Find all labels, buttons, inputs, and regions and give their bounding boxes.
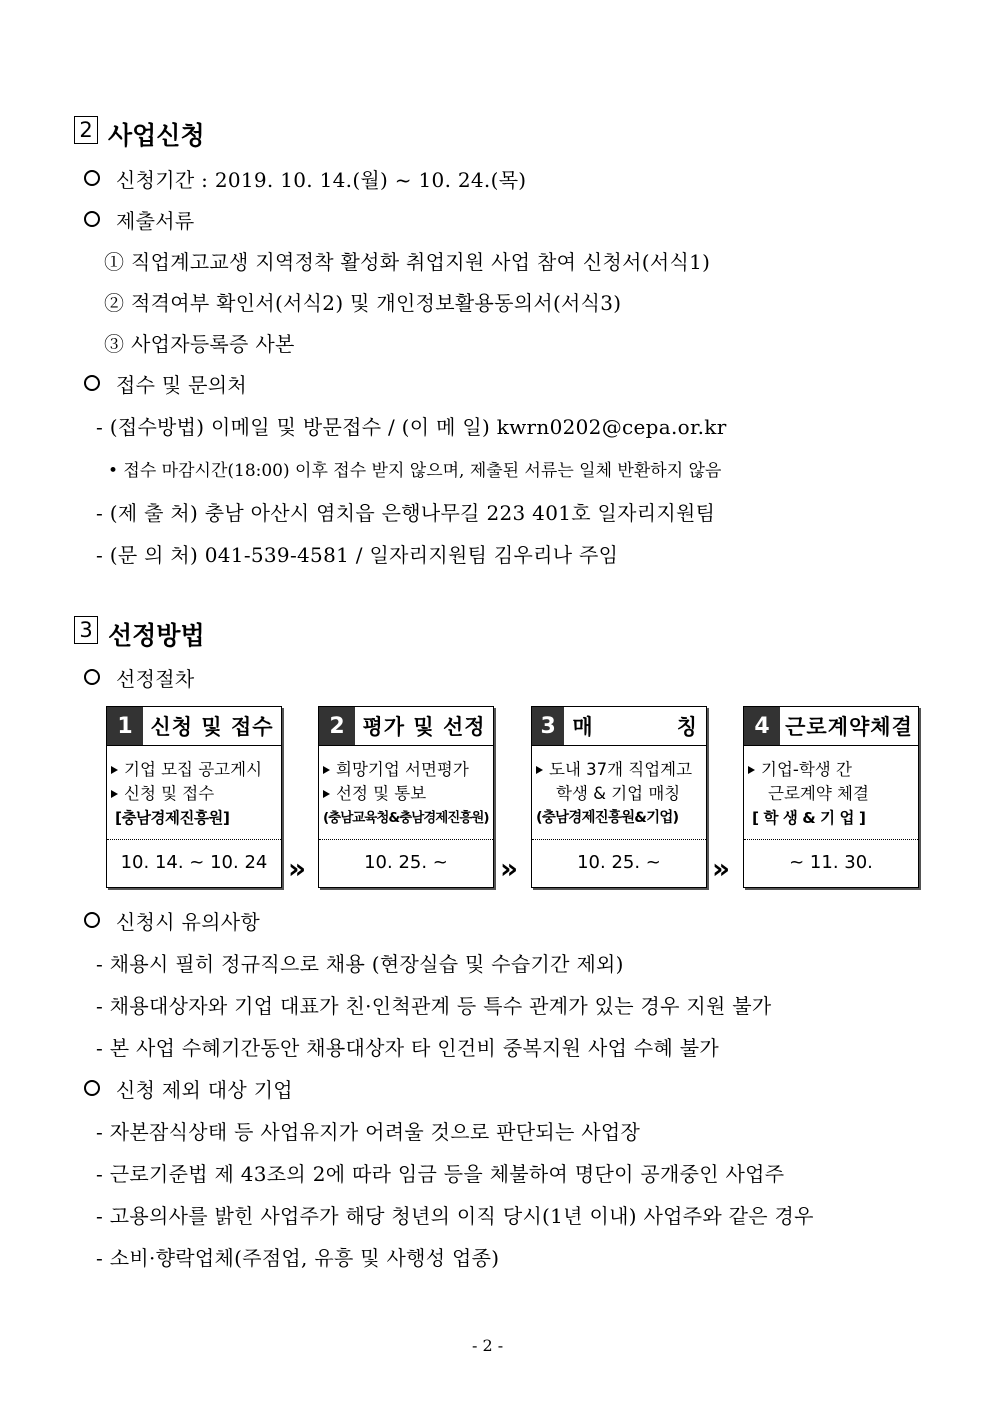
step-org: (충남경제진흥원&기업) — [536, 810, 679, 826]
period-text: 신청기간 : 2019. 10. 14.(월) ~ 10. 24.(목) — [116, 168, 527, 192]
step-item: 기업 모집 공고게시 — [111, 758, 281, 782]
doc-item-1: ① 직업계고교생 지역정착 활성화 취업지원 사업 참여 신청서(서식1) — [104, 250, 711, 274]
triangle-bullet-icon — [323, 766, 330, 774]
arrow-right-icon: » — [500, 852, 519, 885]
caution-item: - 채용시 필히 정규직으로 채용 (현장실습 및 수습기간 제외) — [96, 952, 624, 976]
caution-item: - 채용대상자와 기업 대표가 친·인척관계 등 특수 관계가 있는 경우 지원 불가 — [96, 994, 772, 1018]
page-number: - 2 - — [472, 1336, 504, 1355]
exclude-item: - 고용의사를 밝힌 사업주가 해당 청년의 이직 당시(1년 이내) 사업주와 같은 경우 — [96, 1204, 814, 1228]
step-item: 근로계약 체결 — [768, 784, 869, 803]
step-org: [ 학 생 & 기 업 ] — [752, 809, 866, 827]
section-3-title — [74, 616, 205, 652]
step-number: 1 — [107, 707, 143, 745]
section-2-number: 2 — [74, 116, 98, 144]
docs-heading: 제출서류 — [84, 205, 194, 234]
caution-item: - 본 사업 수혜기간동안 채용대상자 타 인건비 중복지원 사업 수혜 불가 — [96, 1036, 719, 1060]
exclude-item: - 소비·향락업체(주점업, 유흥 및 사행성 업종) — [96, 1246, 500, 1270]
step-4-box — [743, 706, 919, 888]
step-org: (충남교육청&충남경제진흥원) — [323, 810, 489, 826]
step-number: 3 — [532, 707, 564, 745]
arrow-right-icon: » — [288, 852, 307, 885]
step-title: 매 칭 — [572, 715, 698, 739]
contact-heading: 접수 및 문의처 — [84, 369, 247, 398]
step-title: 평가 및 선정 — [362, 715, 486, 739]
step-item: 희망기업 서면평가 — [323, 758, 493, 782]
step-date: 10. 14. ~ 10. 24 — [120, 851, 268, 873]
triangle-bullet-icon — [536, 766, 543, 774]
doc-item-2: ② 적격여부 확인서(서식2) 및 개인정보활용동의서(서식3) — [104, 291, 622, 315]
triangle-bullet-icon — [111, 790, 118, 798]
exclude-item: - 근로기준법 제 43조의 2에 따라 임금 등을 체불하여 명단이 공개중인 사업주 — [96, 1162, 785, 1186]
step-item: 학생 & 기업 매칭 — [556, 784, 681, 803]
circle-bullet-icon — [84, 375, 100, 391]
circle-bullet-icon — [84, 170, 100, 186]
step-date: 10. 25. ~ — [364, 851, 448, 873]
circle-bullet-icon — [84, 1080, 100, 1096]
step-number: 2 — [319, 707, 355, 745]
step-number: 4 — [744, 707, 780, 745]
step-2-box — [318, 706, 494, 888]
circle-bullet-icon — [84, 669, 100, 685]
period-line — [84, 164, 526, 193]
step-item: 선정 및 통보 — [323, 782, 493, 806]
step-date: ~ 11. 30. — [789, 851, 873, 873]
step-title: 신청 및 접수 — [150, 715, 274, 739]
step-item: 기업-학생 간 — [748, 758, 918, 782]
contact-phone: - (문 의 처) 041-539-4581 / 일자리지원팀 김우리나 주임 — [96, 543, 619, 567]
step-item: 신청 및 접수 — [111, 782, 281, 806]
exclude-heading: 신청 제외 대상 기업 — [84, 1074, 293, 1103]
circle-bullet-icon — [84, 912, 100, 928]
procedure-heading: 선정절차 — [84, 663, 194, 692]
caution-heading: 신청시 유의사항 — [84, 906, 260, 935]
section-2-title-text: 사업신청 — [108, 121, 205, 150]
triangle-bullet-icon — [111, 766, 118, 774]
contact-method: - (접수방법) 이메일 및 방문접수 / (이 메 일) kwrn0202@cepa.or.kr — [96, 415, 727, 439]
contact-note: • 접수 마감시간(18:00) 이후 접수 받지 않으며, 제출된 서류는 일체 반환하지 않음 — [108, 461, 722, 481]
triangle-bullet-icon — [323, 790, 330, 798]
step-item: 도내 37개 직업계고 — [536, 758, 706, 782]
step-title: 근로계약체결 — [785, 715, 913, 739]
section-3-title-text: 선정방법 — [108, 621, 205, 650]
section-2-title — [74, 116, 205, 152]
exclude-item: - 자본잠식상태 등 사업유지가 어려울 것으로 판단되는 사업장 — [96, 1120, 641, 1144]
step-org: [충남경제진흥원] — [115, 809, 230, 827]
section-3-number: 3 — [74, 616, 98, 644]
arrow-right-icon: » — [712, 852, 731, 885]
step-date: 10. 25. ~ — [577, 851, 661, 873]
step-3-box — [531, 706, 707, 888]
triangle-bullet-icon — [748, 766, 755, 774]
step-1-box — [106, 706, 282, 888]
doc-item-3: ③ 사업자등록증 사본 — [104, 332, 295, 356]
contact-place: - (제 출 처) 충남 아산시 염치읍 은행나무길 223 401호 일자리지원팀 — [96, 501, 716, 525]
circle-bullet-icon — [84, 211, 100, 227]
